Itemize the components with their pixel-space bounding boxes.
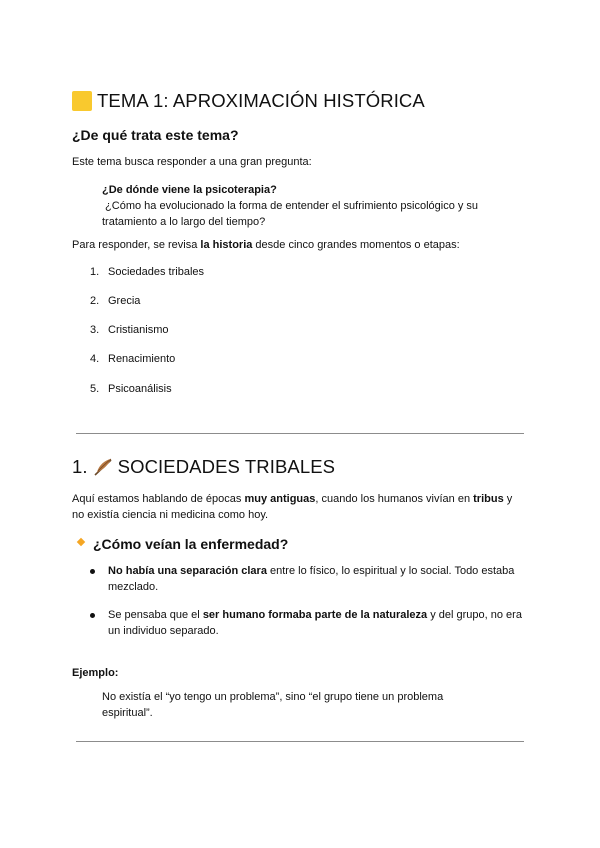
stages-list-item bbox=[90, 383, 172, 395]
review-text-post: desde cinco grandes momentos o etapas: bbox=[252, 239, 460, 251]
stages-list-item bbox=[90, 295, 140, 307]
para-bold: muy antiguas bbox=[244, 493, 316, 505]
list-number: 4. bbox=[90, 353, 100, 365]
para-text: , cuando los humanos vivían en bbox=[315, 493, 474, 505]
question-line-2: tratamiento a lo largo del tiempo? bbox=[102, 216, 266, 228]
para-text: Aquí estamos hablando de épocas bbox=[72, 493, 245, 505]
list-label: Grecia bbox=[108, 295, 141, 307]
stages-list-item bbox=[90, 324, 169, 336]
stages-list-item bbox=[90, 353, 175, 365]
section-1-paragraph bbox=[72, 491, 532, 523]
example-line-2: espiritual”. bbox=[102, 707, 153, 719]
bullet-text-line-2: un individuo separado. bbox=[108, 625, 219, 637]
bullet-bold: ser humano formaba parte de la naturaleza bbox=[202, 609, 428, 621]
para-line-2: no existía ciencia ni medicina como hoy. bbox=[72, 509, 269, 521]
intro-lead: Este tema busca responder a una gran pregunta: bbox=[72, 156, 312, 168]
review-text-pre: Para responder, se revisa bbox=[72, 239, 201, 251]
bullet-text-line-2: mezclado. bbox=[108, 581, 159, 593]
list-number: 3. bbox=[90, 324, 100, 336]
example-label: Ejemplo: bbox=[72, 667, 119, 679]
para-text: y bbox=[503, 493, 513, 505]
question-line-1: ¿Cómo ha evolucionado la forma de entender el sufrimiento psicológico y su bbox=[102, 200, 479, 212]
section-1-title-text: SOCIEDADES TRIBALES bbox=[117, 456, 336, 477]
bullet-item bbox=[90, 607, 530, 639]
bullet-text: Se pensaba que el bbox=[108, 609, 203, 621]
bullet-dot-icon bbox=[90, 613, 95, 618]
question-bold: ¿De dónde viene la psicoterapia? bbox=[102, 184, 277, 196]
orange-diamond-icon bbox=[77, 538, 85, 546]
stages-list-item bbox=[90, 266, 204, 278]
bullet-text: entre lo físico, lo espiritual y lo social. Todo estaba bbox=[266, 565, 515, 577]
example-block bbox=[102, 689, 502, 721]
horizontal-divider bbox=[76, 433, 524, 434]
example-line-1: No existía el “yo tengo un problema”, sino “el grupo tiene un problema bbox=[102, 691, 444, 703]
list-number: 1. bbox=[90, 266, 100, 278]
bullet-bold: No había una separación clara bbox=[108, 565, 267, 577]
list-label: Renacimiento bbox=[108, 353, 176, 365]
horizontal-divider bbox=[76, 741, 524, 742]
yellow-square-icon bbox=[72, 91, 92, 111]
intro-heading: ¿De qué trata este tema? bbox=[72, 127, 239, 143]
list-label: Cristianismo bbox=[108, 324, 169, 336]
bullet-text: y del grupo, no era bbox=[427, 609, 522, 621]
section-1-subheading bbox=[74, 536, 288, 552]
review-text-bold: la historia bbox=[200, 239, 253, 251]
bullet-dot-icon bbox=[90, 569, 95, 574]
subheading-text: ¿Cómo veían la enfermedad? bbox=[93, 536, 289, 552]
list-label: Psicoanálisis bbox=[108, 383, 172, 395]
review-paragraph bbox=[72, 237, 532, 253]
list-number: 5. bbox=[90, 383, 100, 395]
intro-question-block bbox=[102, 182, 502, 230]
page-title bbox=[72, 90, 425, 112]
feather-icon bbox=[92, 457, 114, 477]
list-number: 2. bbox=[90, 295, 100, 307]
section-1-title bbox=[72, 456, 335, 478]
para-bold: tribus bbox=[473, 493, 504, 505]
list-label: Sociedades tribales bbox=[108, 266, 205, 278]
bullet-item bbox=[90, 563, 530, 595]
page-title-text: TEMA 1: APROXIMACIÓN HISTÓRICA bbox=[97, 90, 425, 111]
section-1-number: 1. bbox=[72, 456, 88, 477]
